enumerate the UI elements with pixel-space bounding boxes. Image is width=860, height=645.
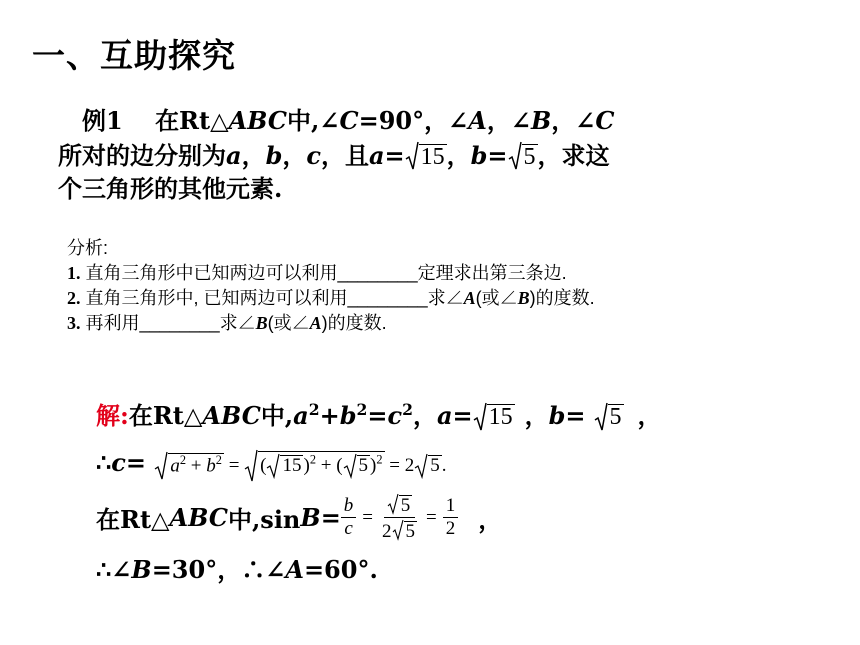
solution-line-3 (96, 492, 502, 543)
text: + (315, 455, 337, 476)
exponent: 2 (215, 452, 222, 467)
analysis-item-1 (67, 261, 595, 286)
fraction-sqrt5-over-2sqrt5 (379, 492, 420, 543)
text: ， (637, 401, 662, 430)
radicand: 15 (420, 144, 445, 170)
text: = (125, 448, 147, 477)
item-text: (或∠ (267, 313, 310, 333)
item-text: 直角三角形中, 已知两边可以利用________求∠ (85, 288, 464, 308)
text: =90°，∠ (358, 106, 469, 135)
text: 中,sin (227, 505, 301, 534)
var-a: a (170, 455, 180, 476)
var-b: b (548, 401, 566, 430)
var-c: c (306, 141, 321, 170)
exponent: 2 (376, 452, 383, 467)
text: 在Rt△ (155, 106, 229, 135)
var-b: b (339, 401, 357, 430)
radicand (258, 451, 384, 476)
page-title: 一、互助探究 (32, 36, 236, 75)
var-b: B (517, 288, 530, 308)
text: ， (282, 141, 307, 170)
analysis-block (67, 236, 595, 336)
radicand: 5 (523, 144, 536, 170)
text: ∴∠ (96, 555, 132, 584)
var-b: B (131, 555, 152, 584)
item-text: 再利用________求∠ (85, 313, 256, 333)
exponent: 2 (356, 400, 368, 419)
fraction-b-over-c (341, 495, 357, 540)
solution-line-4 (96, 550, 378, 585)
text: ， (524, 401, 549, 430)
var-a: A (285, 555, 304, 584)
exponent: 2 (179, 452, 187, 467)
text: = (362, 506, 374, 528)
text: + (319, 401, 340, 430)
var-abc: ABC (169, 503, 228, 532)
numerator: b (341, 495, 357, 518)
radicand: 15 (282, 455, 302, 476)
text: ， (478, 505, 503, 534)
item-text: )的度数. (321, 313, 387, 333)
text: ，且 (320, 141, 369, 170)
text: ) (370, 455, 377, 476)
text: ， (446, 141, 471, 170)
denominator: c (344, 518, 353, 539)
text: . (441, 455, 447, 476)
analysis-item-3 (67, 311, 595, 336)
item-text: )的度数. (529, 288, 595, 308)
text: ( (336, 455, 343, 476)
sqrt-5 (343, 452, 371, 476)
var-c: c (387, 401, 403, 430)
var-a: a (368, 141, 385, 170)
text: ， (412, 401, 437, 430)
text: ，∠ (486, 106, 531, 135)
hypotenuse-formula (154, 452, 447, 476)
sqrt-15 (473, 401, 515, 431)
solution-line-2 (96, 448, 447, 477)
item-text: (或∠ (475, 288, 518, 308)
var-b: b (470, 141, 488, 170)
text: = (487, 141, 508, 170)
sqrt-sum (154, 450, 224, 477)
text: = (426, 506, 437, 528)
var-b: b (265, 141, 283, 170)
var-abc: ABC (202, 401, 261, 430)
var-b: b (206, 455, 216, 476)
text: 中, (260, 401, 294, 430)
example-label: 例1 (82, 106, 123, 135)
example-line-3: 个三角形的其他元素. (58, 174, 283, 203)
text: = (223, 455, 245, 476)
numerator (384, 492, 416, 518)
denominator: 2 (445, 518, 456, 539)
radicand: 5 (405, 521, 416, 542)
analysis-item-2 (67, 286, 595, 311)
exponent: 2 (308, 400, 320, 419)
numerator: 1 (443, 495, 459, 518)
exponent: 2 (402, 400, 413, 419)
text: 在Rt△ (96, 505, 170, 534)
var-c: C (595, 106, 615, 135)
sqrt-15 (266, 452, 303, 476)
example-line-2 (58, 139, 610, 174)
var-b: B (255, 313, 268, 333)
var-a: a (293, 401, 309, 430)
sqrt-5 (387, 492, 413, 517)
sqrt-5 (392, 518, 418, 543)
sqrt-5 (594, 401, 624, 431)
denominator (379, 518, 420, 543)
text: 在Rt△ (128, 401, 203, 430)
solution-line-1 (96, 396, 662, 431)
radicand: 15 (488, 404, 513, 430)
text: ， (241, 141, 266, 170)
var-b: B (300, 503, 321, 532)
radicand (168, 453, 224, 476)
analysis-heading: 分析: (67, 238, 109, 258)
example-line-1 (82, 104, 614, 138)
text: 2 (382, 521, 392, 542)
solution-label: 解: (96, 401, 129, 430)
item-number: 1. (67, 263, 81, 283)
var-c: c (111, 448, 126, 477)
var-c: C (339, 106, 359, 135)
text: ( (260, 455, 267, 476)
text: 所对的边分别为 (58, 141, 226, 170)
exponent: 2 (309, 452, 316, 467)
var-a: a (436, 401, 453, 430)
text: =60°. (303, 555, 378, 584)
text: = (367, 401, 388, 430)
text: = (565, 401, 586, 430)
item-text: 直角三角形中已知两边可以利用________定理求出第三条边. (85, 263, 567, 283)
radicand: 5 (609, 404, 622, 430)
text: ) (303, 455, 310, 476)
text: = (384, 141, 405, 170)
var-a: A (309, 313, 322, 333)
var-b: B (530, 106, 552, 135)
text: ，∠ (551, 106, 596, 135)
text: 中,∠ (287, 106, 340, 135)
sqrt-outer (244, 448, 384, 477)
text: =30°，∴∠ (151, 555, 286, 584)
fraction-one-half (443, 495, 459, 540)
text: + (186, 455, 207, 476)
therefore-symbol: ∴ (96, 448, 112, 477)
var-abc: ABC (228, 106, 288, 135)
item-number: 2. (67, 288, 81, 308)
var-a: a (226, 141, 242, 170)
sqrt-5 (508, 140, 538, 174)
var-a: A (468, 106, 487, 135)
item-number: 3. (67, 313, 81, 333)
text: = (320, 503, 341, 532)
sqrt-5 (414, 452, 442, 477)
sqrt-15 (405, 140, 447, 174)
radicand: 5 (358, 455, 369, 476)
text: ，求这 (537, 141, 610, 170)
radicand: 5 (400, 495, 411, 516)
text: = (452, 401, 473, 430)
radicand: 5 (430, 455, 440, 476)
var-a: A (463, 288, 476, 308)
text: = 2 (384, 455, 415, 476)
